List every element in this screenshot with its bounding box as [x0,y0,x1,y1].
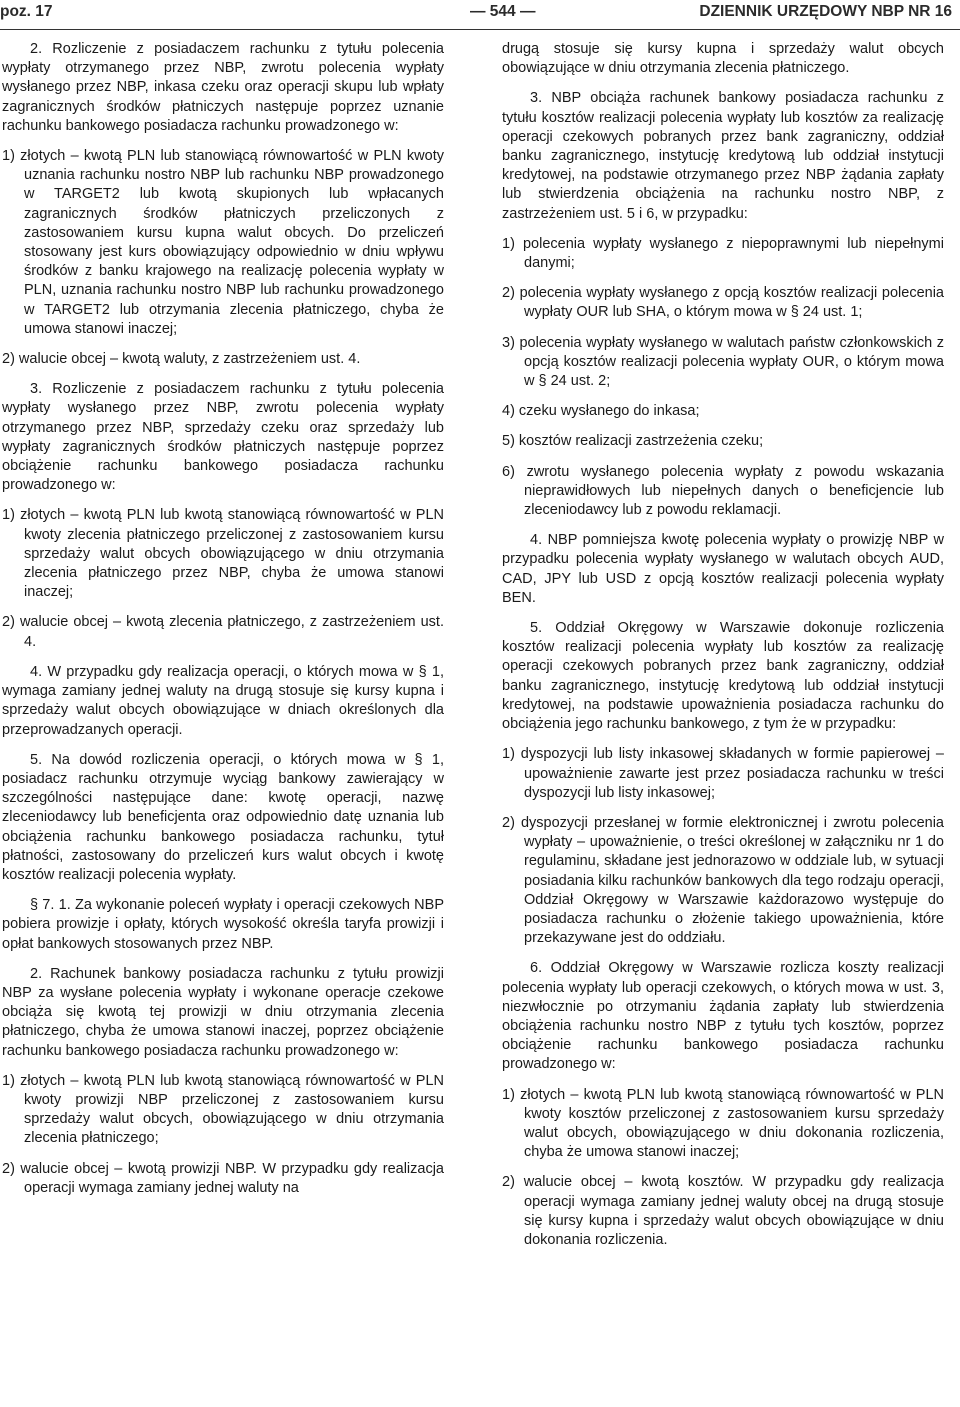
list-item: 2) walucie obcej – kwotą kosztów. W przypadku gdy realizacja operacji wymaga zamiany jednej waluty obcej na drugą stosuje się kursy kupna i sprzedaży walut obcych obowiązujące w dniu dokonania rozliczenia. [502,1174,944,1248]
list-item: 1) polecenia wypłaty wysłanego z niepoprawnymi lub niepełnymi danymi; [502,235,944,272]
paragraph: 3. Rozliczenie z posiadaczem rachunku z tytułu polecenia wypłaty wysłanego przez NBP, zwrotu polecenia wypłaty otrzymanego przez NBP, sprzedaży czeku oraz sprzedaży lub wypłaty zagranicznych środków płatniczych następuje poprzez obciążenie rachunku bankowego posiadacza rachunku prowadzonego w: [2,381,444,494]
page-number: — 544 — [470,3,536,20]
paragraph: § 7. 1. Za wykonanie poleceń wypłaty i operacji czekowych NBP pobiera prowizje i opłaty, których wysokość określa taryfa prowizji i opłat bankowych stosowanych przez NBP. [2,897,444,952]
list-item: 2) walucie obcej – kwotą zlecenia płatniczego, z zastrzeżeniem ust. 4. [2,614,444,650]
list-item: 2) dyspozycji przesłanej w formie elektronicznej i zwrotu polecenia wypłaty – upoważnienie, o treści określonej w załączniku nr 1 do regulaminu, składane jest jednorazowo w oddziale lub, w sytuacji posiadania kilku rachunków bankowych dla tego rodzaju operacji, Oddział Okręgowy w Warszawie każdorazowo występuje do posiadacza rachunku o złożenie takiego upoważnienia, które przekazywane jest do oddziału. [502,814,944,947]
left-column [2,40,444,1209]
header-divider [0,29,960,30]
position-number: poz. 17 [0,3,53,20]
list-item: 2) walucie obcej – kwotą prowizji NBP. W przypadku gdy realizacja operacji wymaga zamiany jednej waluty na [2,1160,444,1196]
paragraph: 6. Oddział Okręgowy w Warszawie rozlicza koszty realizacji polecenia wypłaty lub operacji czekowych, o których mowa w ust. 3, niezwłocznie po otrzymaniu żądania zapłaty lub stwierdzenia obciążenia rachunku nostro NBP z tytułu tych kosztów, poprzez obciążenie rachunku bankowego posiadacza rachunku prowadzonego w: [502,960,944,1073]
paragraph: 5. Na dowód rozliczenia operacji, o których mowa w § 1, posiadacz rachunku otrzymuje wyciąg bankowy zawierający w szczególności następujące dane: kwotę operacji, nazwę zleceniodawcy lub beneficjenta oraz odpowiednio datę uznania lub obciążenia rachunku bankowego posiadacza rachunku, tytuł płatności, zastosowany do przeliczeń kurs walut obcych i kwotę kosztów realizacji polecenia wypłaty. [2,751,444,883]
paragraph: 4. W przypadku gdy realizacja operacji, o których mowa w § 1, wymaga zamiany jednej waluty na drugą stosuje się kursy kupna i sprzedaży walut obcych obowiązujące w dniach określonych dla przeprowadzanych operacji. [2,663,444,738]
paragraph: 4. NBP pomniejsza kwotę polecenia wypłaty o prowizję NBP w przypadku polecenia wypłaty wysłanego w walutach obcych AUD, CAD, JPY lub USD z opcją kosztów realizacji polecenia wypłaty BEN. [502,532,944,606]
list-item: 5) kosztów realizacji zastrzeżenia czeku; [502,433,764,450]
list-item: 4) czeku wysłanego do inkasa; [502,403,700,420]
paragraph: 2. Rozliczenie z posiadaczem rachunku z tytułu polecenia wypłaty otrzymanego przez NBP, zwrotu polecenia wypłaty wysłanego przez NBP, inkasa czeku oraz operacji skupu lub wpłaty zagranicznych środków płatniczych następuje poprzez uznanie rachunku bankowego posiadacza rachunku prowadzonego w: [2,41,444,134]
list-item: 1) złotych – kwotą PLN lub kwotą stanowiącą równowartość w PLN kwoty zlecenia płatniczego przeliczonej z zastosowaniem kursu sprzedaży walut obcych obowiązującego w dniu otrzymania zlecenia płatniczego przez NBP, chyba że umowa stanowi inaczej; [2,507,444,601]
list-item: 3) polecenia wypłaty wysłanego w walutach państw członkowskich z opcją kosztów realizacji polecenia wypłaty OUR, o którym mowa w § 24 ust. 2; [502,334,944,390]
right-column [502,40,944,1261]
page-header [0,0,960,30]
list-item: 1) dyspozycji lub listy inkasowej składanych w formie papierowej – upoważnienie zawarte jest przez posiadacza rachunku w treści dyspozycji lub listy inkasowej; [502,746,944,801]
list-item: 1) złotych – kwotą PLN lub kwotą stanowiącą równowartość w PLN kwoty prowizji NBP przeliczonej z zastosowaniem kursu sprzedaży walut obcych, obowiązującego w dniu otrzymania zlecenia płatniczego; [2,1072,444,1147]
paragraph: drugą stosuje się kursy kupna i sprzedaży walut obcych obowiązujące w dniu otrzymania zlecenia płatniczego. [502,41,944,77]
list-item: 6) zwrotu wysłanego polecenia wypłaty z powodu wskazania nieprawidłowych lub niepełnych danych o beneficjencie lub zleceniodawcy lub z powodu reklamacji. [502,463,944,519]
list-item: 2) walucie obcej – kwotą waluty, z zastrzeżeniem ust. 4. [2,351,361,368]
paragraph: 2. Rachunek bankowy posiadacza rachunku z tytułu prowizji NBP za wysłane polecenia wypłaty i wykonane operacje czekowe obciąża się kwotą tej prowizji w dniu otrzymania zlecenia płatniczego, chyba że umowa stanowi inaczej, poprzez obciążenie rachunku bankowego posiadacza rachunku prowadzonego w: [2,965,444,1059]
journal-title: DZIENNIK URZĘDOWY NBP NR 16 [699,3,952,20]
list-item: 1) złotych – kwotą PLN lub stanowiącą równowartość w PLN kwoty uznania rachunku nostro NBP lub rachunku NBP prowadzonego w TARGET2 lub kwotą skupionych lub wpłacanych zagranicznych środków płatniczych przeliczonych z zastosowaniem kursu kupna walut obcych. Do przeliczeń stosowany jest kurs obowiązujący odpowiednio w dniu wpływu środków z banku krajowego na realizację polecenia wypłaty w PLN, uznania rachunku nostro NBP lub rachunku prowadzonego w TARGET2 lub otrzymania zlecenia płatniczego, chyba że umowa stanowi inaczej; [2,148,444,337]
list-item: 2) polecenia wypłaty wysłanego z opcją kosztów realizacji polecenia wypłaty OUR lub SHA, o którym mowa w § 24 ust. 1; [502,285,944,321]
paragraph: 5. Oddział Okręgowy w Warszawie dokonuje rozliczenia kosztów realizacji polecenia wypłaty lub kosztów za realizację operacji czekowych pobranych przez bank zagraniczny, oddział banku zagranicznego, instytucję kredytową lub oddział instytucji kredytowej, na podstawie upoważnienia posiadacza rachunku do obciążenia jego rachunku bankowego, z tym że w przypadku: [502,620,944,733]
list-item: 1) złotych – kwotą PLN lub kwotą stanowiącą równowartość w PLN kwoty kosztów przeliczonej z zastosowaniem kursu sprzedaży walut obcych, obowiązującego w dniu dokonania rozliczenia, chyba że umowa stanowi inaczej; [502,1086,944,1161]
paragraph: 3. NBP obciąża rachunek bankowy posiadacza rachunku z tytułu kosztów realizacji polecenia wypłaty lub kosztów za realizację operacji czekowych pobranych przez bank zagraniczny, oddział banku zagranicznego, instytucję kredytową lub oddział instytucji kredytowej, na podstawie otrzymanego przez NBP żądania zapłaty lub stwierdzenia obciążenia na rachunku nostro NBP, z zastrzeżeniem ust. 5 i 6, w przypadku: [502,90,944,222]
